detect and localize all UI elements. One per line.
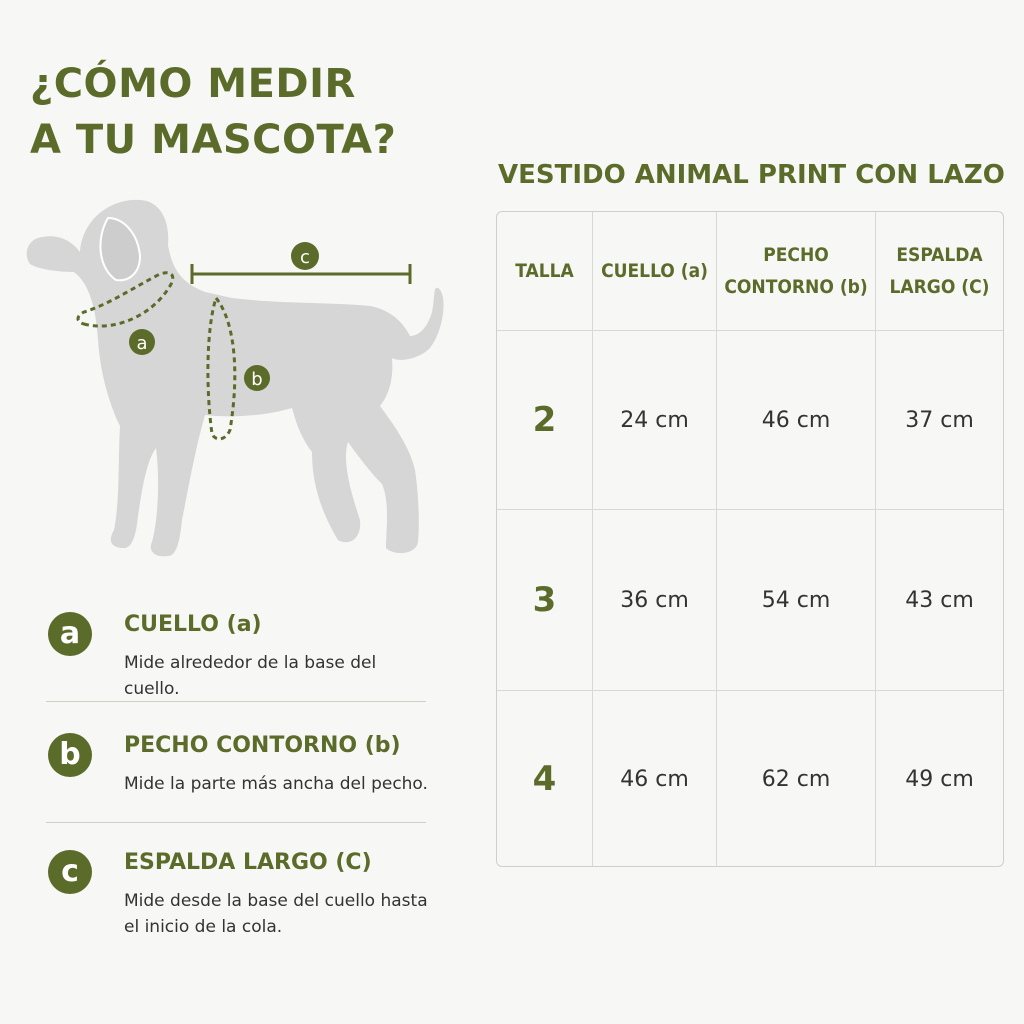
- table-row: [497, 331, 1003, 510]
- cell-espalda: 49 cm: [876, 691, 1004, 868]
- legend-badge-a: a: [48, 612, 92, 656]
- cell-pecho: 46 cm: [717, 331, 876, 510]
- size-table: [496, 211, 1004, 867]
- cell-talla: 3: [497, 510, 593, 691]
- header-cuello: [593, 212, 717, 331]
- cell-talla: 2: [497, 331, 593, 510]
- legend-badge-c: c: [48, 850, 92, 894]
- table-row: [497, 510, 1003, 691]
- badge-a: [129, 329, 155, 355]
- size-table-title: VESTIDO ANIMAL PRINT CON LAZO: [498, 160, 1005, 190]
- title-line-1: ¿CÓMO MEDIR: [30, 61, 356, 107]
- legend-heading-chest: PECHO CONTORNO (b): [124, 733, 401, 758]
- legend-divider: [46, 701, 426, 702]
- cell-pecho: 54 cm: [717, 510, 876, 691]
- table-header-row: [497, 212, 1003, 331]
- cell-pecho: 62 cm: [717, 691, 876, 868]
- legend-badge-b: b: [48, 733, 92, 777]
- header-espalda-line1: ESPALDA: [896, 244, 983, 266]
- header-espalda-line2: LARGO (C): [889, 276, 990, 298]
- badge-b: [244, 365, 270, 391]
- page-title: [30, 56, 396, 168]
- cell-espalda: 37 cm: [876, 331, 1004, 510]
- legend-divider: [46, 822, 426, 823]
- header-pecho-line1: PECHO: [763, 244, 829, 266]
- legend-heading-neck: CUELLO (a): [124, 612, 262, 637]
- header-cuello-line1: CUELLO (a): [601, 260, 708, 282]
- legend-heading-back: ESPALDA LARGO (C): [124, 850, 372, 875]
- title-line-2: A TU MASCOTA?: [30, 117, 397, 163]
- cell-talla: 4: [497, 691, 593, 868]
- header-pecho: [717, 212, 876, 331]
- header-espalda: [876, 212, 1004, 331]
- legend-description-chest: Mide la parte más ancha del pecho.: [124, 774, 428, 794]
- cell-cuello: 36 cm: [593, 510, 717, 691]
- badge-c: [291, 242, 319, 270]
- cell-cuello: 46 cm: [593, 691, 717, 868]
- cell-espalda: 43 cm: [876, 510, 1004, 691]
- header-pecho-line2: CONTORNO (b): [724, 276, 868, 298]
- header-talla-line1: TALLA: [515, 260, 574, 282]
- header-talla: [497, 212, 593, 331]
- dog-measurement-diagram: [20, 190, 460, 570]
- svg-text:a: a: [136, 333, 148, 354]
- cell-cuello: 24 cm: [593, 331, 717, 510]
- svg-text:b: b: [251, 369, 263, 390]
- svg-text:c: c: [300, 247, 310, 268]
- legend-description-neck: Mide alrededor de la base del cuello.: [124, 653, 377, 699]
- legend-description-back: Mide desde la base del cuello hasta el inicio de la cola.: [124, 891, 428, 937]
- table-row: [497, 691, 1003, 868]
